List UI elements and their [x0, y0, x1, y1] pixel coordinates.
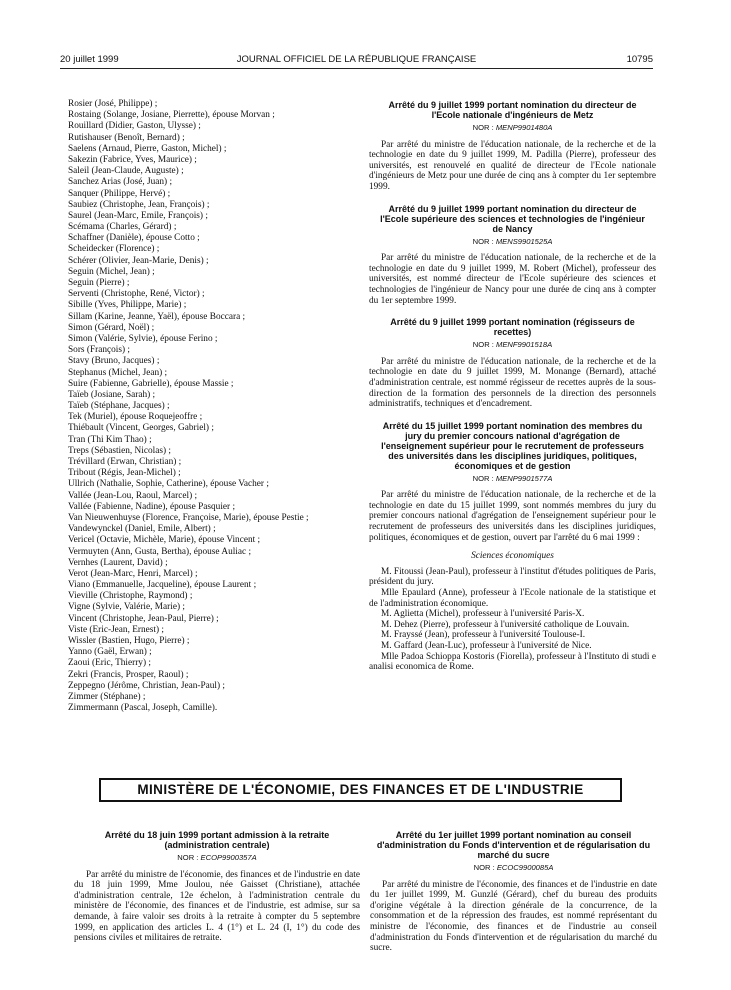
nor-label: NOR :	[472, 473, 494, 483]
article-body: Par arrêté du ministre de l'éducation nationale, de la recherche et de la technologie en date du 9 juillet 1999, M. Robert (Michel), professeur des universités, est nommé directeur de l'Ecole supérieure des sciences et technologies de l'ingénieur de Nancy pour une durée de cinq ans à compter du 1er septembre 1999.	[369, 253, 656, 306]
name-entry: Serventi (Christophe, René, Victor) ;	[68, 289, 205, 300]
jury-member: M. Dehez (Pierre), professeur à l'université catholique de Louvain.	[381, 619, 630, 630]
name-entry: Zekri (Francis, Prosper, Raoul) ;	[68, 669, 189, 680]
name-entry: Sakezin (Fabrice, Yves, Maurice) ;	[68, 154, 197, 165]
ministry-banner: MINISTÈRE DE L'ÉCONOMIE, DES FINANCES ET DE L'INDUSTRIE	[99, 778, 622, 802]
article-body: Par arrêté du ministre de l'économie, des finances et de l'industrie en date du 1er juillet 1999, M. Gunzlé (Gérard), chef du bureau des produits d'origine végétale à la direction générale de la concurrence, de la consommation et de la répression des fraudes, est nommé représentant du ministre de l'économie, des finances et de l'industrie au conseil d'administration du Fonds d'intervention et de régularisation du marché du sucre.	[370, 879, 657, 954]
name-entry: Schérer (Olivier, Jean-Marie, Denis) ;	[68, 255, 209, 266]
name-entry: Scémama (Charles, Gérard) ;	[68, 222, 177, 233]
journal-title: JOURNAL OFFICIEL DE LA RÉPUBLIQUE FRANÇAISE	[236, 54, 477, 65]
nor-reference	[369, 237, 656, 248]
nor-label: NOR :	[473, 863, 495, 872]
nor-reference	[74, 853, 360, 864]
name-entry: Tek (Muriel), épouse Roquejeoffre ;	[68, 412, 203, 423]
name-entry: Suire (Fabienne, Gabrielle), épouse Massie ;	[68, 378, 234, 389]
header-date: 20 juillet 1999	[60, 54, 119, 65]
name-entry: Zimmermann (Pascal, Joseph, Camille).	[68, 703, 218, 714]
name-entry: Sanchez Arias (José, Juan) ;	[68, 177, 173, 188]
name-entry: Seguin (Michel, Jean) ;	[68, 266, 155, 277]
article-body: Par arrêté du ministre de l'économie, des finances et de l'industrie en date du 18 juin 1999, Mme Joulou, née Gaisset (Christiane), attachée d'administration centrale, 12e échelon, à l'administration centrale du ministère de l'économie, des finances et de l'industrie, est admise, sur sa demande, à faire valoir ses droits à la retraite à compter du 5 septembre 1999, en application des articles L. 4 (1°) et L. 24 (I, 1°) du code des pensions civiles et militaires de retraite.	[74, 869, 360, 944]
name-entry: Zeppegno (Jérôme, Christian, Jean-Paul) ;	[68, 680, 225, 691]
name-entry: Vincent (Christophe, Jean-Paul, Pierre) ;	[68, 613, 219, 624]
nor-code: MENP9901577A	[495, 473, 553, 483]
name-entry: Simon (Gérard, Noël) ;	[68, 322, 155, 333]
name-entry: Vallée (Jean-Lou, Raoul, Marcel) ;	[68, 490, 198, 501]
name-entry: Wissler (Bastien, Hugo, Pierre) ;	[68, 636, 190, 646]
nor-code: ECOP9900357A	[200, 853, 257, 862]
header-rule	[60, 68, 653, 69]
page-number: 10795	[626, 54, 653, 65]
jury-member: Mlle Epaulard (Anne), professeur à l'Ecole nationale de la statistique et de l'administration économique.	[369, 588, 656, 609]
name-entry: Taïeb (Josiane, Sarah) ;	[68, 389, 156, 400]
name-entry: Van Nieuwenhuyse (Florence, Françoise, Marie), épouse Pestie ;	[68, 512, 309, 523]
name-entry: Stephanus (Michel, Jean) ;	[68, 367, 168, 378]
name-entry: Schaffner (Danièle), épouse Cotto ;	[68, 233, 200, 244]
name-entry: Rutishauser (Benoît, Bernard) ;	[68, 132, 185, 143]
nor-reference	[369, 474, 656, 485]
article-title: Arrêté du 18 juin 1999 portant admission à la retraite (administration centrale)	[104, 830, 330, 850]
name-entry: Sors (François) ;	[68, 345, 130, 356]
name-entry: Vigne (Sylvie, Valérie, Marie) ;	[68, 602, 185, 613]
name-entry: Stavy (Bruno, Jacques) ;	[68, 356, 160, 367]
name-entry: Rosier (José, Philippe) ;	[68, 99, 158, 109]
article-sucre	[370, 830, 657, 954]
nor-code: MENP9901480A	[495, 123, 553, 132]
name-entry: Vericel (Octavie, Michèle, Marie), épouse Vincent ;	[68, 535, 261, 546]
right-column	[369, 100, 656, 684]
jury-member: M. Gaffard (Jean-Luc), professeur à l'université de Nice.	[381, 641, 592, 651]
name-entry: Sillam (Karine, Jeanne, Yaël), épouse Boccara ;	[68, 311, 246, 322]
article-title: Arrêté du 15 juillet 1999 portant nomination des membres du jury du premier concours national d'agrégation de l'enseignement supérieur pour le recrutement de professeurs des universités dans les disciplines juridiques, politiques, économiques et de gestion	[381, 420, 644, 471]
name-entry: Viano (Emmanuelle, Jacqueline), épouse Laurent ;	[68, 580, 257, 591]
name-entry: Vernhes (Laurent, David) ;	[68, 557, 168, 568]
jury-member: Mlle Padoa Schioppa Kostoris (Fiorella), professeur à l'Instituto di studi e analisi economica de Rome.	[369, 651, 656, 673]
jury-member: M. Aglietta (Michel), professeur à l'université Paris-X.	[381, 609, 585, 620]
name-entry: Vallée (Fabienne, Nadine), épouse Pasquier ;	[68, 501, 236, 512]
name-entry: Saleil (Jean-Claude, Auguste) ;	[68, 166, 184, 177]
name-entry: Simon (Valérie, Sylvie), épouse Ferino ;	[68, 333, 218, 344]
name-entry: Saelens (Arnaud, Pierre, Gaston, Michel) ;	[68, 143, 227, 154]
name-entry: Scheidecker (Florence) ;	[68, 244, 160, 255]
article-title: Arrêté du 9 juillet 1999 portant nomination du directeur de l'Ecole supérieure des sciences et technologies de l'ingénieur de Nancy	[380, 203, 645, 234]
name-entry: Saurel (Jean-Marc, Emile, François) ;	[68, 210, 208, 221]
article-body: Par arrêté du ministre de l'éducation nationale, de la recherche et de la technologie en date du 9 juillet 1999, M. Padilla (Pierre), professeur des universités, est renouvelé en qualité de directeur de l'Ecole nationale d'ingénieurs de Metz pour une durée de cinq ans à compter du 1er septembre 1999.	[369, 139, 656, 192]
name-entry: Sibille (Yves, Philippe, Marie) ;	[68, 300, 187, 311]
name-entry: Yanno (Gaël, Erwan) ;	[68, 647, 152, 658]
nor-label: NOR :	[472, 123, 494, 132]
name-entry: Seguin (Pierre) ;	[68, 278, 130, 288]
nor-reference	[369, 123, 656, 134]
name-entry: Rouillard (Didier, Gaston, Ulysse) ;	[68, 121, 201, 132]
nor-reference	[370, 863, 657, 874]
nor-label: NOR :	[472, 340, 494, 350]
nor-code: ECOC9900085A	[496, 863, 554, 872]
name-entry: Vandewynckel (Daniel, Emile, Albert) ;	[68, 524, 216, 535]
name-entry: Saubiez (Christophe, Jean, François) ;	[68, 199, 210, 210]
name-entry: Vermuyten (Ann, Gusta, Bertha), épouse Auliac ;	[68, 546, 252, 557]
section-heading: Sciences économiques	[471, 551, 554, 562]
article-nancy	[369, 204, 656, 307]
nor-code: MENS9901525A	[495, 236, 553, 246]
article-jury	[369, 421, 656, 673]
name-entry: Taïeb (Stéphane, Jacques) ;	[68, 401, 170, 412]
article-title: Arrêté du 9 juillet 1999 portant nomination du directeur de l'Ecole nationale d'ingénieurs de Metz	[388, 100, 637, 120]
name-entry: Tran (Thi Kim Thao) ;	[68, 434, 152, 445]
article-body: Par arrêté du ministre de l'éducation nationale, de la recherche et de la technologie en date du 9 juillet 1999, M. Monange (Bernard), attaché d'administration centrale, est nommé régisseur de recettes auprès de la sous-direction de la formation des personnels de la direction des personnels administratifs, techniques et d'encadrement.	[369, 356, 656, 410]
article-regisseurs	[369, 317, 656, 410]
name-entry: Trévillard (Erwan, Christian) ;	[68, 457, 182, 467]
name-entry: Vieville (Christophe, Raymond) ;	[68, 591, 193, 602]
article-body: Par arrêté du ministre de l'éducation nationale, de la recherche et de la technologie en date du 15 juillet 1999, sont nommés membres du jury du premier concours national d'agrégation de l'enseignement supérieur pour le recrutement de professeurs des universités dans les disciplines juridiques, politiques, économiques et de gestion, ouvert par l'arrêté du 6 mai 1999 :	[369, 490, 656, 543]
nor-reference	[369, 340, 656, 351]
name-entry: Ullrich (Nathalie, Sophie, Catherine), épouse Vacher ;	[68, 479, 269, 490]
jury-member: M. Fitoussi (Jean-Paul), professeur à l'institut d'études politiques de Paris, président du jury.	[369, 566, 656, 588]
name-entry: Zaoui (Eric, Thierry) ;	[68, 658, 151, 669]
nor-label: NOR :	[177, 853, 199, 862]
name-entry: Zimmer (Stéphane) ;	[68, 691, 146, 702]
name-entry: Thiébault (Vincent, Georges, Gabriel) ;	[68, 423, 214, 434]
nor-code: MENF9901518A	[496, 340, 553, 350]
name-entry: Treps (Sébastien, Nicolas) ;	[68, 445, 171, 456]
jury-member: M. Frayssé (Jean), professeur à l'université Toulouse-I.	[381, 630, 586, 641]
article-title: Arrêté du 9 juillet 1999 portant nomination (régisseurs de recettes)	[390, 317, 635, 338]
name-entry: Viste (Eric-Jean, Ernest) ;	[68, 624, 164, 635]
name-entry: Verot (Jean-Marc, Henri, Marcel) ;	[68, 568, 198, 579]
name-entry: Sanquer (Philippe, Hervé) ;	[68, 188, 171, 199]
nor-label: NOR :	[472, 236, 494, 246]
name-list	[68, 99, 358, 714]
article-metz	[369, 100, 656, 193]
jury-member-list	[369, 567, 656, 673]
name-entry: Rostaing (Solange, Josiane, Pierrette), épouse Morvan ;	[68, 110, 275, 121]
name-entry: Tribout (Régis, Jean-Michel) ;	[68, 468, 181, 479]
page-header	[60, 54, 653, 66]
article-retraite	[74, 830, 360, 944]
article-title: Arrêté du 1er juillet 1999 portant nomination au conseil d'administration du Fonds d'intervention et de régularisation du marché du sucre	[376, 830, 651, 860]
